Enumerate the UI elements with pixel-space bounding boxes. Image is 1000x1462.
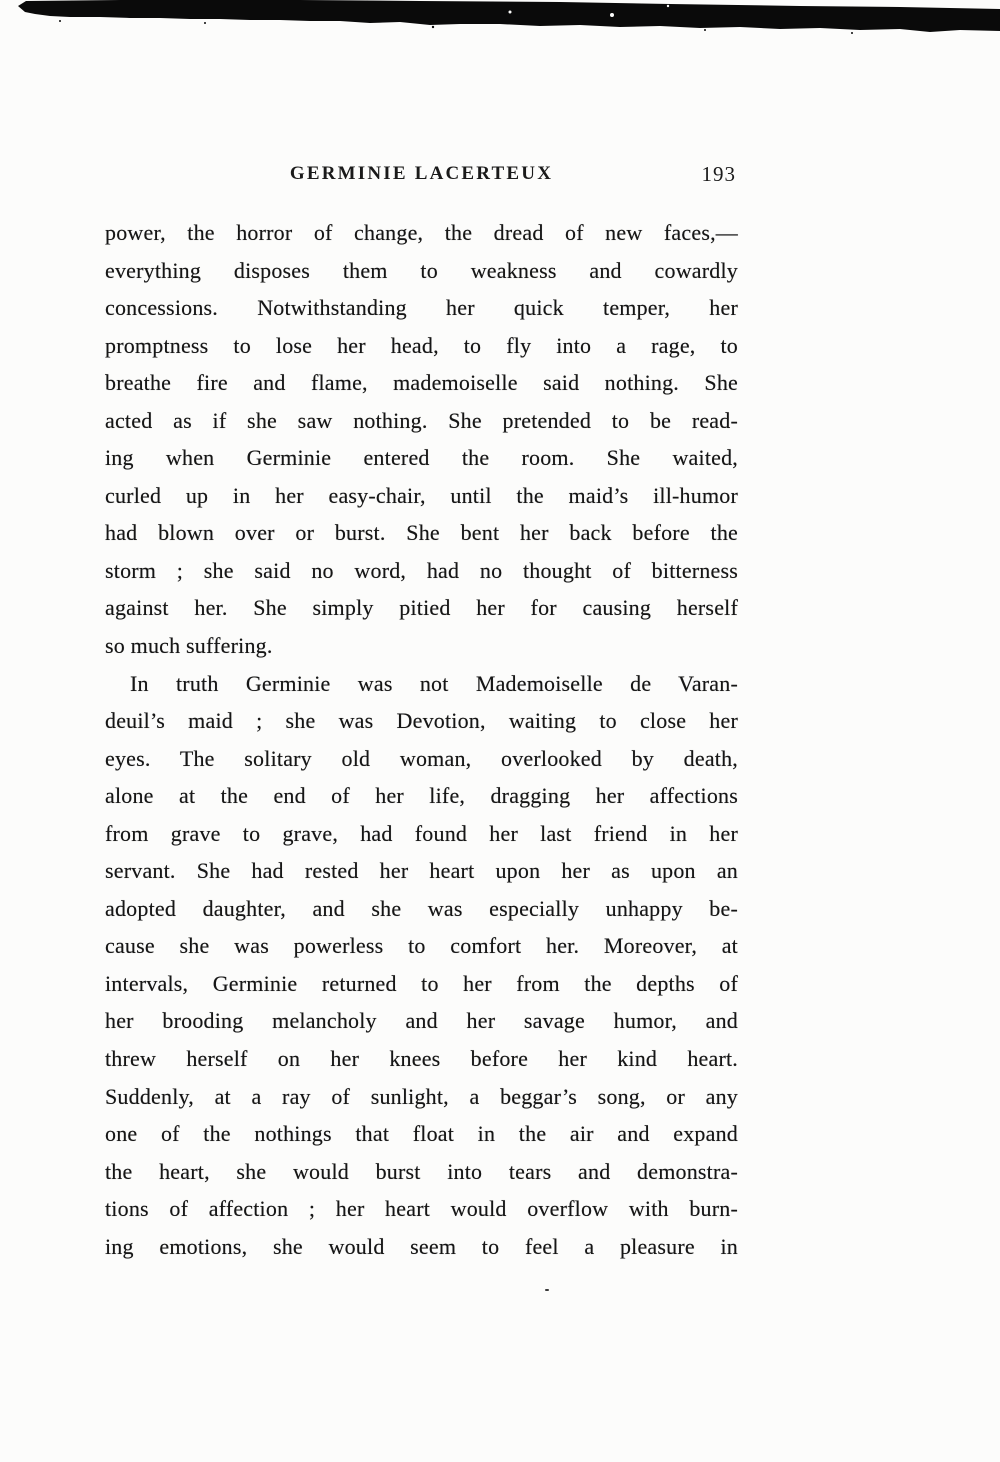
page-number: 193 (701, 162, 736, 186)
text-line: adopted daughter, and she was especially unhappy be- (105, 895, 738, 921)
text-line: concessions. Notwithstanding her quick temper, her (105, 295, 738, 321)
text-line: everything disposes them to weakness and cowardly (105, 257, 738, 283)
text-line: tions of affection ; her heart would overflow with burn- (105, 1196, 738, 1222)
text-line: her brooding melancholy and her savage humor, and (105, 1008, 738, 1034)
text-line-paragraph-end: so much suffering. (105, 633, 273, 659)
text-line: from grave to grave, had found her last friend in her (105, 820, 738, 846)
text-line: storm ; she said no word, had no thought of bitterness (105, 557, 738, 583)
text-line: had blown over or burst. She bent her back before the (105, 520, 738, 546)
text-line: promptness to lose her head, to fly into a rage, to (105, 332, 738, 358)
text-line: one of the nothings that float in the air and expand (105, 1121, 738, 1147)
text-line: against her. She simply pitied her for causing herself (105, 595, 738, 621)
scan-artifact-top-bar (0, 0, 1000, 40)
text-line: ing when Germinie entered the room. She waited, (105, 445, 738, 471)
text-line: curled up in her easy-chair, until the maid’s ill-humor (105, 482, 738, 508)
text-line: intervals, Germinie returned to her from the depths of (105, 970, 738, 996)
text-line: ing emotions, she would seem to feel a pleasure in (105, 1233, 738, 1259)
text-line: alone at the end of her life, dragging her affections (105, 783, 738, 809)
text-line: acted as if she saw nothing. She pretended to be read- (105, 407, 738, 433)
text-line: servant. She had rested her heart upon her as upon an (105, 858, 738, 884)
text-line: cause she was powerless to comfort her. Moreover, at (105, 933, 738, 959)
text-line: Suddenly, at a ray of sunlight, a beggar’s song, or any (105, 1083, 738, 1109)
ink-speck (545, 1289, 549, 1291)
text-line: power, the horror of change, the dread of new faces,— (105, 220, 738, 245)
running-header (105, 161, 738, 189)
text-line: the heart, she would burst into tears and demonstra- (105, 1158, 738, 1184)
text-line: deuil’s maid ; she was Devotion, waiting to close her (105, 708, 738, 734)
text-line: breathe fire and flame, mademoiselle said nothing. She (105, 370, 738, 396)
text-line: threw herself on her knees before her kind heart. (105, 1046, 738, 1072)
text-line: eyes. The solitary old woman, overlooked by death, (105, 745, 738, 771)
running-title: GERMINIE LACERTEUX (289, 163, 554, 184)
page-body (105, 214, 738, 1265)
text-line-paragraph-start: In truth Germinie was not Mademoiselle de Varan- (130, 670, 738, 696)
